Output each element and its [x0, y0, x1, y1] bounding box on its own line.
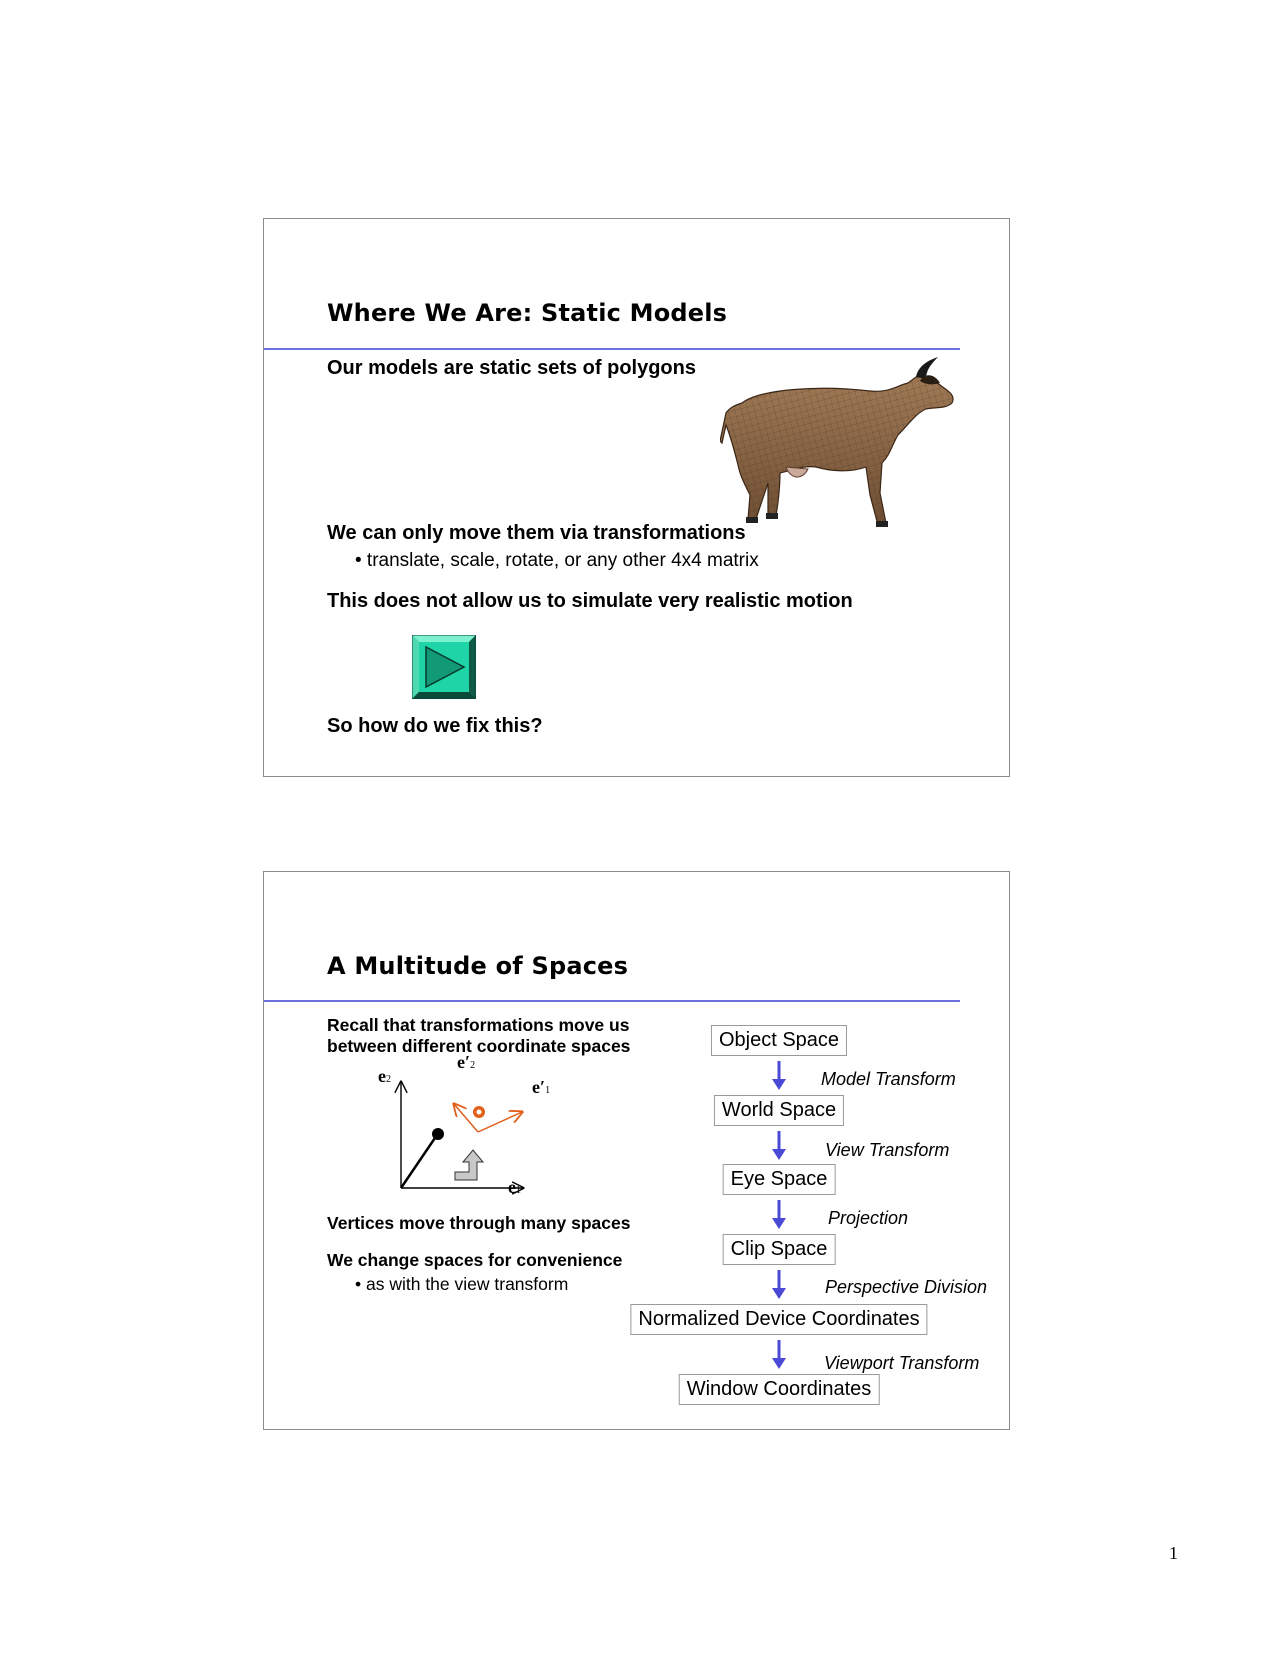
- title-rule: [264, 348, 960, 350]
- change-spaces-sub: • as with the view transform: [355, 1274, 569, 1294]
- transform-label-model: Model Transform: [821, 1069, 956, 1089]
- label-e1-prime: e′1: [532, 1077, 551, 1097]
- intro-line-1: Recall that transformations move us: [327, 1015, 630, 1035]
- space-box-window: Window Coordinates: [679, 1374, 880, 1405]
- slide-multitude-of-spaces: [263, 871, 1010, 1430]
- vertices-text: Vertices move through many spaces: [327, 1213, 631, 1233]
- space-box-world: World Space: [714, 1095, 844, 1126]
- sub-bullet-matrix: • translate, scale, rotate, or any other 4x4 matrix: [355, 550, 759, 571]
- bullet-fix-question: So how do we fix this?: [327, 715, 543, 737]
- space-box-object: Object Space: [711, 1025, 847, 1056]
- page-number: 1: [1169, 1543, 1178, 1563]
- bullet-realistic-motion: This does not allow us to simulate very realistic motion: [327, 590, 853, 612]
- play-button-icon[interactable]: [412, 635, 476, 699]
- transform-label-viewport: Viewport Transform: [824, 1353, 980, 1373]
- label-e2-prime: e′2: [457, 1052, 476, 1072]
- space-box-clip: Clip Space: [723, 1234, 836, 1265]
- change-spaces-text: We change spaces for convenience: [327, 1250, 623, 1270]
- label-e2: e2: [378, 1066, 391, 1086]
- transform-label-view: View Transform: [825, 1140, 950, 1160]
- slide-title: A Multitude of Spaces: [327, 952, 629, 980]
- cow-model-image: [720, 355, 966, 537]
- space-box-eye: Eye Space: [723, 1164, 836, 1195]
- intro-line-2: between different coordinate spaces: [327, 1036, 631, 1056]
- pipeline-arrows: [769, 1057, 789, 1377]
- slide-static-models: [263, 218, 1010, 777]
- title-rule: [264, 1000, 960, 1002]
- label-e1: e1: [508, 1177, 521, 1197]
- transform-label-projection: Projection: [828, 1208, 909, 1228]
- transform-label-perspective: Perspective Division: [825, 1277, 988, 1297]
- slide-title: Where We Are: Static Models: [327, 299, 728, 327]
- bullet-static-polygons: Our models are static sets of polygons: [327, 357, 696, 379]
- bullet-transformations: We can only move them via transformations: [327, 522, 746, 544]
- space-box-ndc: Normalized Device Coordinates: [630, 1304, 927, 1335]
